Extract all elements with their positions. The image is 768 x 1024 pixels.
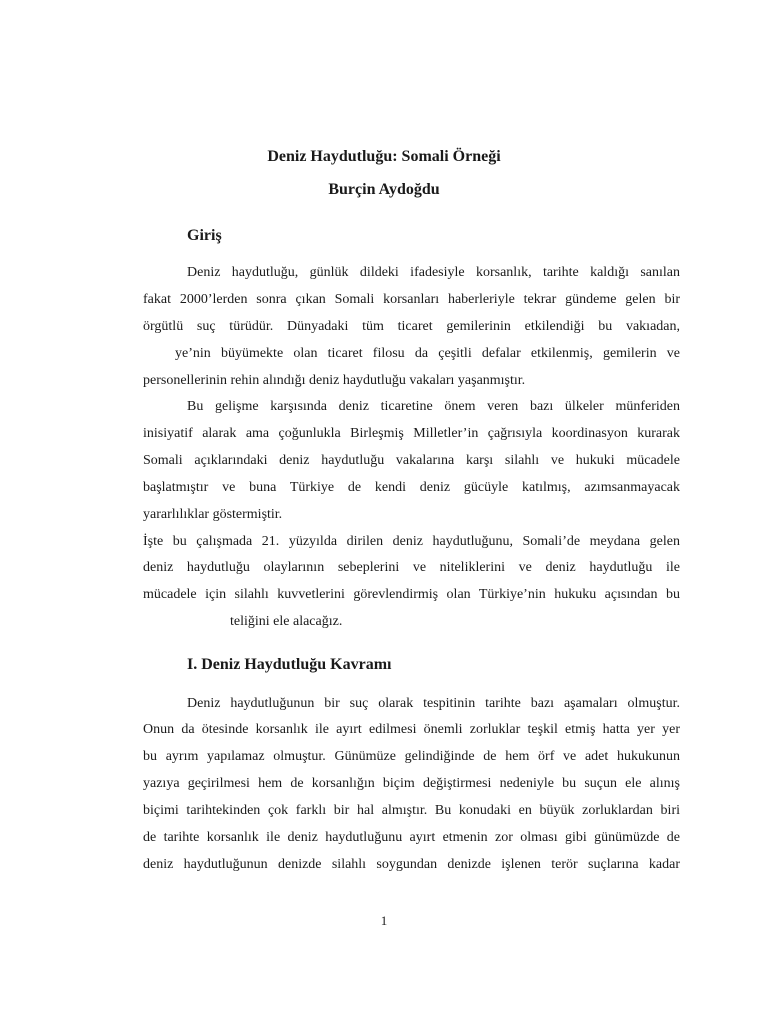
page-number: 1 <box>380 913 388 928</box>
paragraph-line: yazıya geçirilmesi hem de korsanlığın biçim değiştirmesi nedeniyle bu suçun ele alınış <box>143 776 680 791</box>
paragraph-line: teliğini ele alacağız. <box>230 614 343 629</box>
paragraph-line: fakat 2000’lerden sonra çıkan Somali korsanları haberleriyle tekrar gündeme gelen bir <box>143 292 680 307</box>
paragraph-line: başlatmıştır ve buna Türkiye de kendi deniz gücüyle katılmış, azımsanmayacak <box>143 480 680 495</box>
document-title: Deniz Haydutluğu: Somali Örneği <box>267 148 501 165</box>
paragraph-line: Somali açıklarındaki deniz haydutluğu vakalarına karşı silahlı ve hukuki mücadele <box>143 453 680 468</box>
paragraph-line: inisiyatif alarak ama çoğunlukla Birleşmiş Milletler’in çağrısıyla koordinasyon kurarak <box>143 426 680 441</box>
section-heading-giris: Giriş <box>187 227 222 244</box>
paragraph-line: deniz haydutluğunun denizde silahlı soygundan denizde işlenen terör suçlarına kadar <box>143 857 680 872</box>
paragraph-line: örgütlü suç türüdür. Dünyadaki tüm ticaret gemilerinin etkilendiği bu vakıadan, <box>143 319 680 334</box>
document-author: Burçin Aydoğdu <box>328 181 440 198</box>
paragraph-line: bu ayrım yapılamaz olmuştur. Günümüze gelindiğinde de hem örf ve adet hukukunun <box>143 749 680 764</box>
paragraph-line: biçimi tarihtekinden çok farklı bir hal almıştır. Bu konudaki en büyük zorluklardan biri <box>143 803 680 818</box>
paragraph-line: de tarihte korsanlık ile deniz haydutluğunu ayırt etmenin zor olması gibi günümüzde de <box>143 830 680 845</box>
paragraph-line: mücadele için silahlı kuvvetlerini görevlendirmiş olan Türkiye’nin hukuku açısından bu <box>143 587 680 602</box>
paragraph-line: yararlılıklar göstermiştir. <box>143 507 283 522</box>
paragraph-line: personellerinin rehin alındığı deniz haydutluğu vakaları yaşanmıştır. <box>143 373 526 388</box>
paragraph-line: deniz haydutluğu olaylarının sebeplerini ve niteliklerini ve deniz haydutluğu ile <box>143 560 680 575</box>
paragraph-line: Onun da ötesinde korsanlık ile ayırt edilmesi önemli zorluklar teşkil etmiş hatta yer yer <box>143 722 680 737</box>
paragraph-line: Bu gelişme karşısında deniz ticaretine önem veren bazı ülkeler münferiden <box>187 399 680 414</box>
paragraph-line: Deniz haydutluğu, günlük dildeki ifadesiyle korsanlık, tarihte kaldığı sanılan <box>187 265 680 280</box>
paragraph-line: ye’nin büyümekte olan ticaret filosu da çeşitli defalar etkilenmiş, gemilerin ve <box>175 346 680 361</box>
paragraph-line: Deniz haydutluğunun bir suç olarak tespitinin tarihte bazı aşamaları olmuştur. <box>187 696 680 711</box>
section-heading-kavram: I. Deniz Haydutluğu Kavramı <box>187 656 392 673</box>
paragraph-line: İşte bu çalışmada 21. yüzyılda dirilen deniz haydutluğunu, Somali’de meydana gelen <box>143 534 680 549</box>
